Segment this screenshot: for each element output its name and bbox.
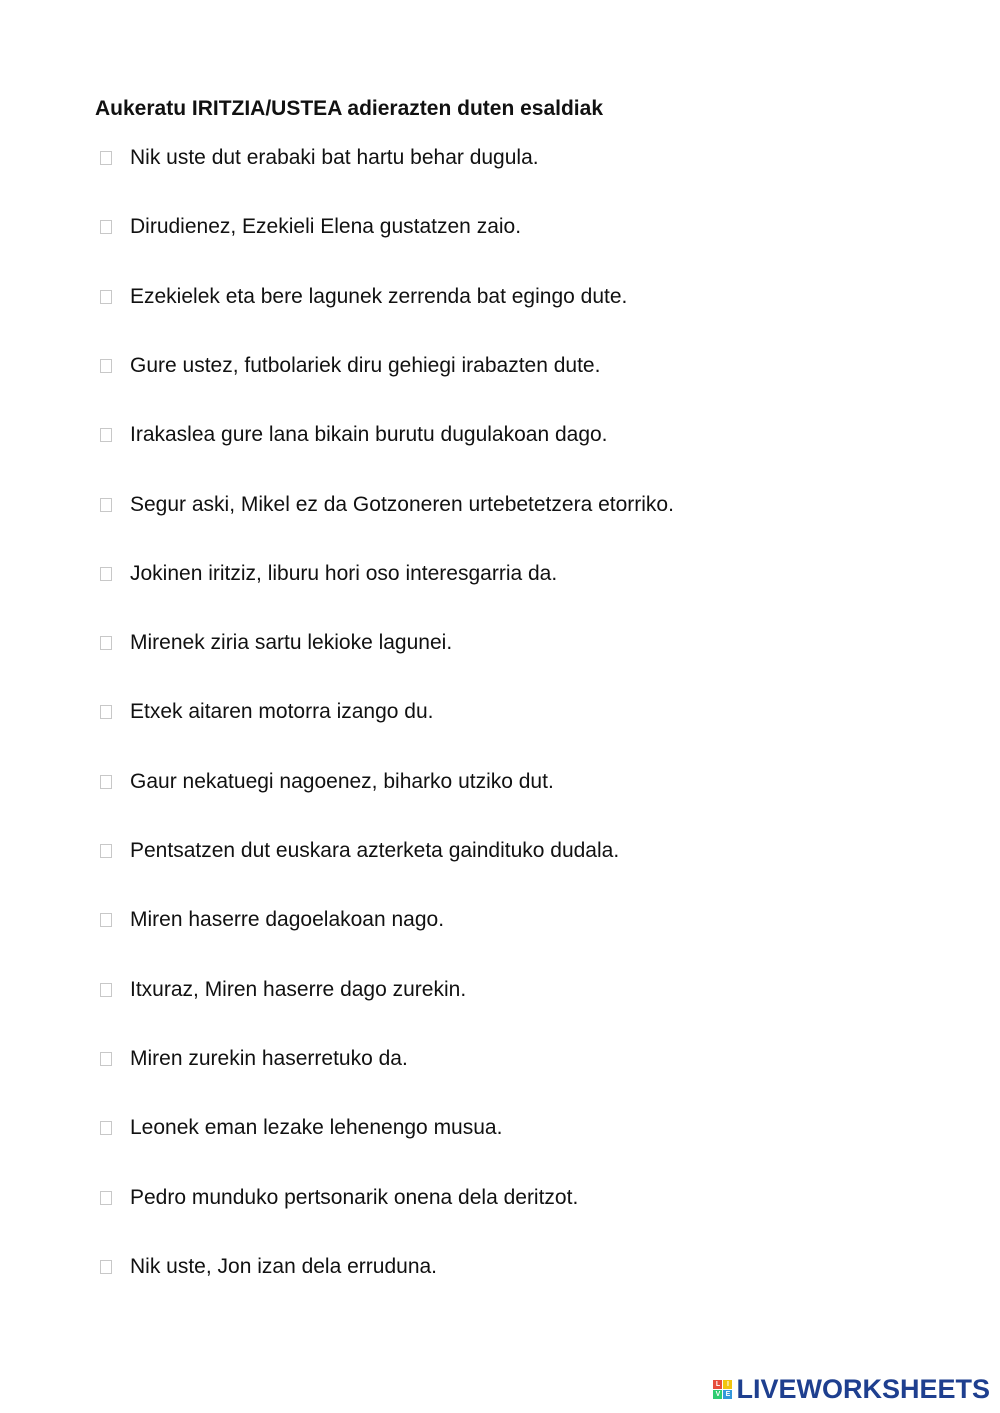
liveworksheets-logo-icon	[713, 1380, 732, 1399]
sentence-option[interactable]	[100, 144, 539, 172]
sentence-text: Segur aski, Mikel ez da Gotzoneren urtebetetzera etorriko.	[130, 493, 674, 516]
checkbox[interactable]	[100, 913, 112, 927]
sentence-text: Nik uste, Jon izan dela erruduna.	[130, 1255, 438, 1278]
sentence-text: Etxek aitaren motorra izango du.	[130, 700, 434, 723]
sentence-text: Jokinen iritziz, liburu hori oso interesgarria da.	[130, 562, 558, 585]
sentence-option[interactable]	[100, 352, 600, 380]
sentence-text: Ezekielek eta bere lagunek zerrenda bat egingo dute.	[130, 285, 628, 308]
logo-letter: I	[723, 1380, 732, 1389]
checkbox[interactable]	[100, 983, 112, 997]
brand-name: LIVEWORKSHEETS	[736, 1374, 990, 1404]
checkbox[interactable]	[100, 567, 112, 581]
sentence-text: Pentsatzen dut euskara azterketa gaindituko dudala.	[130, 839, 620, 862]
checkbox[interactable]	[100, 636, 112, 650]
sentence-text: Gure ustez, futbolariek diru gehiegi irabazten dute.	[130, 354, 601, 377]
checkbox[interactable]	[100, 1260, 112, 1274]
sentence-text: Nik uste dut erabaki bat hartu behar dugula.	[130, 146, 539, 169]
sentence-option[interactable]	[100, 698, 434, 726]
sentence-option[interactable]	[100, 629, 452, 657]
checkbox[interactable]	[100, 428, 112, 442]
sentence-text: Dirudienez, Ezekieli Elena gustatzen zaio.	[130, 215, 522, 238]
sentence-option[interactable]	[100, 1114, 502, 1142]
sentence-option[interactable]	[100, 906, 444, 934]
sentence-option[interactable]	[100, 213, 521, 241]
liveworksheets-brand	[713, 1373, 990, 1405]
checkbox[interactable]	[100, 151, 112, 165]
checkbox[interactable]	[100, 1191, 112, 1205]
logo-letter: E	[723, 1390, 732, 1399]
sentence-option[interactable]	[100, 768, 554, 796]
checkbox[interactable]	[100, 359, 112, 373]
checkbox[interactable]	[100, 705, 112, 719]
sentence-text: Miren zurekin haserretuko da.	[130, 1047, 408, 1070]
sentence-option[interactable]	[100, 976, 466, 1004]
checkbox[interactable]	[100, 1121, 112, 1135]
sentence-text: Irakaslea gure lana bikain burutu dugulakoan dago.	[130, 423, 608, 446]
worksheet-title: Aukeratu IRITZIA/USTEA adierazten duten esaldiak	[95, 97, 603, 120]
sentence-option[interactable]	[100, 283, 627, 311]
sentence-option[interactable]	[100, 491, 674, 519]
sentence-text: Itxuraz, Miren haserre dago zurekin.	[130, 978, 467, 1001]
sentence-option[interactable]	[100, 421, 608, 449]
sentence-text: Miren haserre dagoelakoan nago.	[130, 908, 445, 931]
sentence-text: Pedro munduko pertsonarik onena dela deritzot.	[130, 1186, 579, 1209]
logo-letter: V	[713, 1390, 722, 1399]
sentence-option[interactable]	[100, 1045, 408, 1073]
sentence-option[interactable]	[100, 560, 557, 588]
sentence-text: Leonek eman lezake lehenengo musua.	[130, 1116, 503, 1139]
sentence-text: Gaur nekatuegi nagoenez, biharko utziko dut.	[130, 770, 554, 793]
sentence-option[interactable]	[100, 1253, 437, 1281]
checkbox[interactable]	[100, 290, 112, 304]
logo-letter: L	[713, 1380, 722, 1389]
sentence-option[interactable]	[100, 837, 619, 865]
sentence-text: Mirenek ziria sartu lekioke lagunei.	[130, 631, 453, 654]
checkbox[interactable]	[100, 498, 112, 512]
sentence-option[interactable]	[100, 1184, 578, 1212]
checkbox[interactable]	[100, 775, 112, 789]
checkbox[interactable]	[100, 844, 112, 858]
checkbox[interactable]	[100, 220, 112, 234]
checkbox[interactable]	[100, 1052, 112, 1066]
